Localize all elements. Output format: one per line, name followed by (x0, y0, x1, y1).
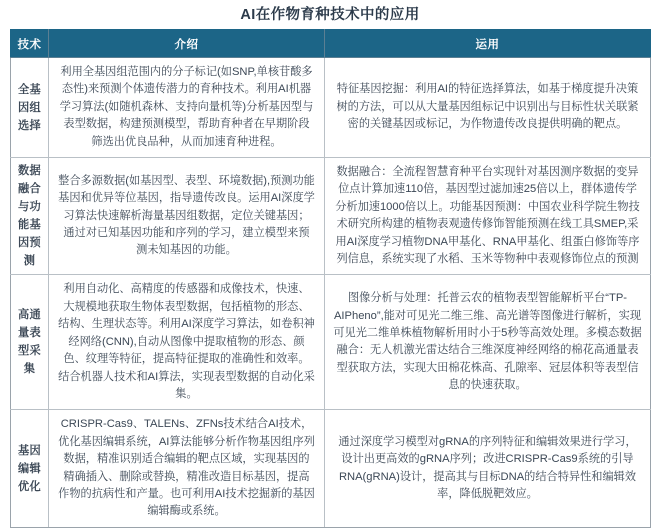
table-row (11, 275, 651, 410)
column-header-application: 运用 (325, 30, 651, 58)
cell-application: 特征基因挖掘：利用AI的特征选择算法，如基于梯度提升决策树的方法，可以从大量基因组标记中识别出与目标性状关联紧密的关键基因或标记，为作物遗传改良提供明确的靶点。 (325, 58, 651, 158)
table-body (11, 58, 651, 528)
cell-introduction: 利用自动化、高精度的传感器和成像技术，快速、大规模地获取生物体表型数据，包括植物的形态、结构、生理状态等。利用AI深度学习算法，如卷积神经网络(CNN),自动从图像中提取植物的形态、颜色、纹理等特征，提高特征提取的准确性和效率。结合机器人技术和AI算法，实现表型数据的自动化采集。 (49, 275, 325, 410)
cell-technology: 高通量表型采集 (11, 275, 49, 410)
cell-technology: 基因编辑优化 (11, 410, 49, 527)
column-header-technology: 技术 (11, 30, 49, 58)
column-header-introduction: 介绍 (49, 30, 325, 58)
cell-application: 通过深度学习模型对gRNA的序列特征和编辑效果进行学习，设计出更高效的gRNA序列；改进CRISPR-Cas9系统的引导RNA(gRNA)设计，提高其与目标DNA的结合特异性和编辑效率，降低脱靶效应。 (325, 410, 651, 527)
table-row (11, 58, 651, 158)
table-header-row (11, 30, 651, 58)
ai-breeding-table (10, 29, 651, 528)
cell-introduction: CRISPR-Cas9、TALENs、ZFNs技术结合AI技术，优化基因编辑系统，AI算法能够分析作物基因组序列数据，精准识别适合编辑的靶点区域，实现基因的精确插入、删除或替换，精准改造目标基因，提高作物的抗病性和产量。也可利用AI技术挖掘新的基因编辑酶或系统。 (49, 410, 325, 527)
cell-application: 数据融合：全流程智慧育种平台实现针对基因测序数据的变异位点计算加速110倍，基因型过滤加速25倍以上，群体遗传学分析加速1000倍以上。功能基因预测：中国农业科学院生物技术研究所构建的植物表观遗传修饰智能预测在线工具SMEP,采用AI深度学习植物DNA甲基化、RNA甲基化、组蛋白修饰等序列信息，系统实现了水稻、玉米等物种中表观修饰位点的预测 (325, 158, 651, 275)
cell-introduction: 利用全基因组范围内的分子标记(如SNP,单核苷酸多态性)来预测个体遗传潜力的育种技术。利用AI机器学习算法(如随机森林、支持向量机等)分析基因型与表型数据，构建预测模型，帮助育种者在早期阶段筛选出优良品种，从而加速育种进程。 (49, 58, 325, 158)
cell-application: 图像分析与处理：托普云农的植物表型智能解析平台“TP-AIPheno”,能对可见光二维三维、高光谱等图像进行解析，实现可见光二维单株植物解析用时小于5秒等高效处理。多模态数据融合：无人机激光雷达结合三维深度神经网络的棉花高通量表型获取方法，实现大田棉花株高、孔隙率、冠层体积等表型信息的快速获取。 (325, 275, 651, 410)
cell-technology: 数据融合与功能基因预测 (11, 158, 49, 275)
table-row (11, 410, 651, 527)
table-row (11, 158, 651, 275)
cell-technology: 全基因组选择 (11, 58, 49, 158)
table-header (11, 30, 651, 58)
table-container (10, 29, 650, 528)
cell-introduction: 整合多源数据(如基因型、表型、环境数据),预测功能基因和优异等位基因，指导遗传改良。运用AI深度学习算法快速解析海量基因组数据，定位关键基因；通过对已知基因功能和序列的学习，建立模型来预测未知基因的功能。 (49, 158, 325, 275)
page-title: AI在作物育种技术中的应用 (240, 7, 420, 23)
